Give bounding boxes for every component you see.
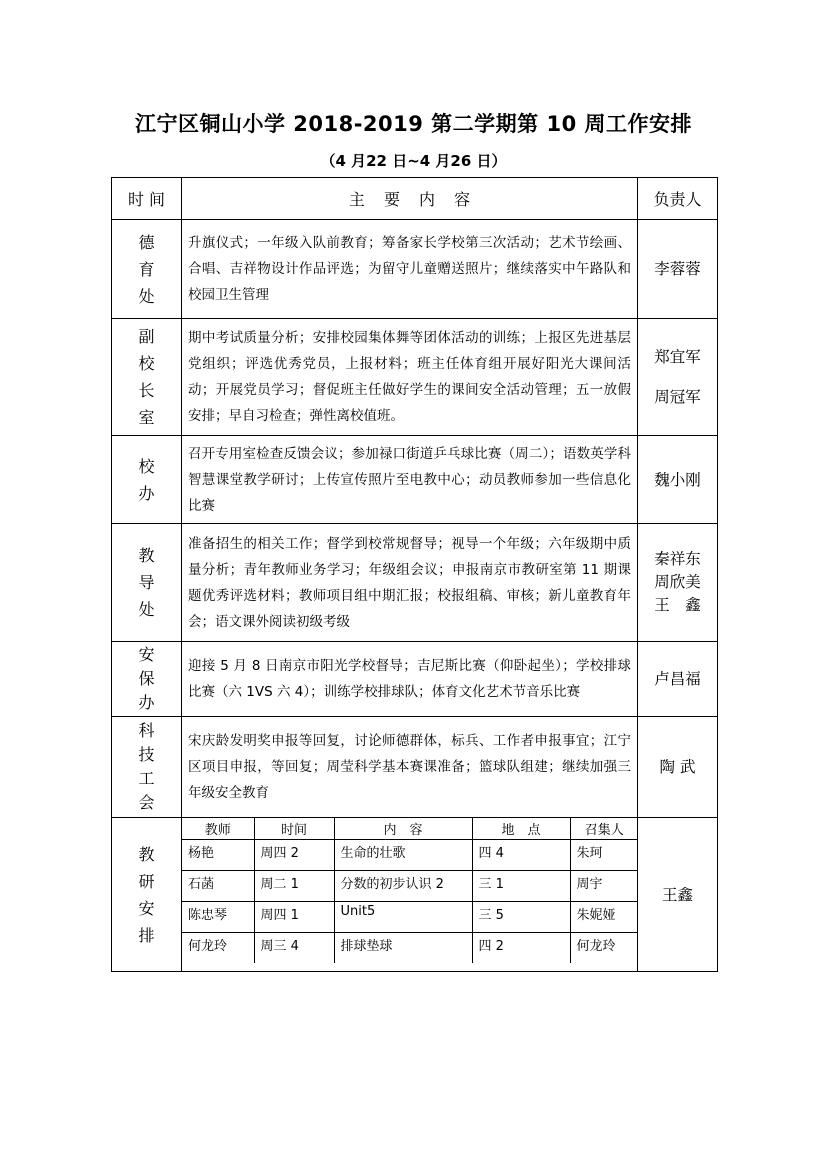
col-location: 地 点 [472,818,570,840]
dept-cell: 校 办 [112,436,182,524]
header-row [112,178,718,220]
row-school-office [112,436,718,524]
owner-cell: 秦祥东 周欣美 王 鑫 [638,524,718,642]
owner-cell: 魏小刚 [638,436,718,524]
row-tech-union [112,717,718,818]
owner-cell: 王鑫 [638,818,718,972]
content-cell: 召开专用室检查反馈会议；参加禄口街道乒乓球比赛（周二）；语数英学科智慧课堂教学研讨；上传宣传照片至电教中心；动员教师参加一些信息化比赛 [182,436,638,524]
row-security-office [112,642,718,717]
research-row: 陈忠琴 周四 1 Unit5 三 5 朱妮娅 [182,902,638,933]
date-range: （4 月22 日~4 月26 日） [320,152,507,170]
page-title: 江宁区铜山小学 2018-2019 第二学期第 10 周工作安排 [134,112,693,136]
content-cell: 期中考试质量分析；安排校园集体舞等团体活动的训练；上报区先进基层党组织；评选优秀党员，上报材料；班主任体育组开展好阳光大课间活动；开展党员学习；督促班主任做好学生的课间安全活动管理；五一放假安排；早自习检查；弹性离校值班。 [182,319,638,436]
col-content: 内 容 [334,818,472,840]
dept-cell: 副 校 长 室 [112,319,182,436]
owner-cell: 李蓉蓉 [638,220,718,319]
dept-cell: 科 技 工 会 [112,717,182,818]
row-research-schedule [112,818,718,972]
row-academic-affairs [112,524,718,642]
research-header-row [182,818,638,840]
row-moral-education [112,220,718,319]
row-vice-principal [112,319,718,436]
schedule-table [111,177,718,972]
header-owner: 负责人 [638,178,718,220]
owner-cell: 卢昌福 [638,642,718,717]
col-convener: 召集人 [570,818,638,840]
dept-cell: 教 导 处 [112,524,182,642]
content-cell: 准备招生的相关工作；督学到校常规督导；视导一个年级；六年级期中质量分析；青年教师业务学习；年级组会议；申报南京市教研室第 11 期课题优秀评选材料；教师项目组中期汇报；校报组稿、审核；新儿童教育年会；语文课外阅读初级考级 [182,524,638,642]
owner-cell: 陶 武 [638,717,718,818]
content-cell: 宋庆龄发明奖申报等回复，讨论师德群体，标兵、工作者申报事宜；江宁区项目申报，等回复；周莹科学基本赛课准备；篮球队组建；继续加强三年级安全教育 [182,717,638,818]
dept-cell: 教 研 安 排 [112,818,182,972]
content-cell: 迎接 5 月 8 日南京市阳光学校督导；吉尼斯比赛（仰卧起坐）；学校排球比赛（六 1VS 六 4）；训练学校排球队；体育文化艺术节音乐比赛 [182,642,638,717]
dept-cell: 安 保 办 [112,642,182,717]
research-table-cell [182,818,638,972]
dept-cell: 德 育 处 [112,220,182,319]
header-time: 时 间 [112,178,182,220]
research-row: 石菡 周二 1 分数的初步认识 2 三 1 周宇 [182,871,638,902]
research-row: 何龙玲 周三 4 排球垫球 四 2 何龙玲 [182,933,638,964]
col-time: 时间 [254,818,334,840]
content-cell: 升旗仪式；一年级入队前教育；筹备家长学校第三次活动；艺术节绘画、合唱、吉祥物设计作品评选；为留守儿童赠送照片；继续落实中午路队和校园卫生管理 [182,220,638,319]
owner-cell: 郑宜军 周冠军 [638,319,718,436]
col-teacher: 教师 [182,818,254,840]
research-table [182,818,638,963]
header-content: 主 要 内 容 [182,178,638,220]
research-row: 杨艳 周四 2 生命的壮歌 四 4 朱珂 [182,840,638,871]
